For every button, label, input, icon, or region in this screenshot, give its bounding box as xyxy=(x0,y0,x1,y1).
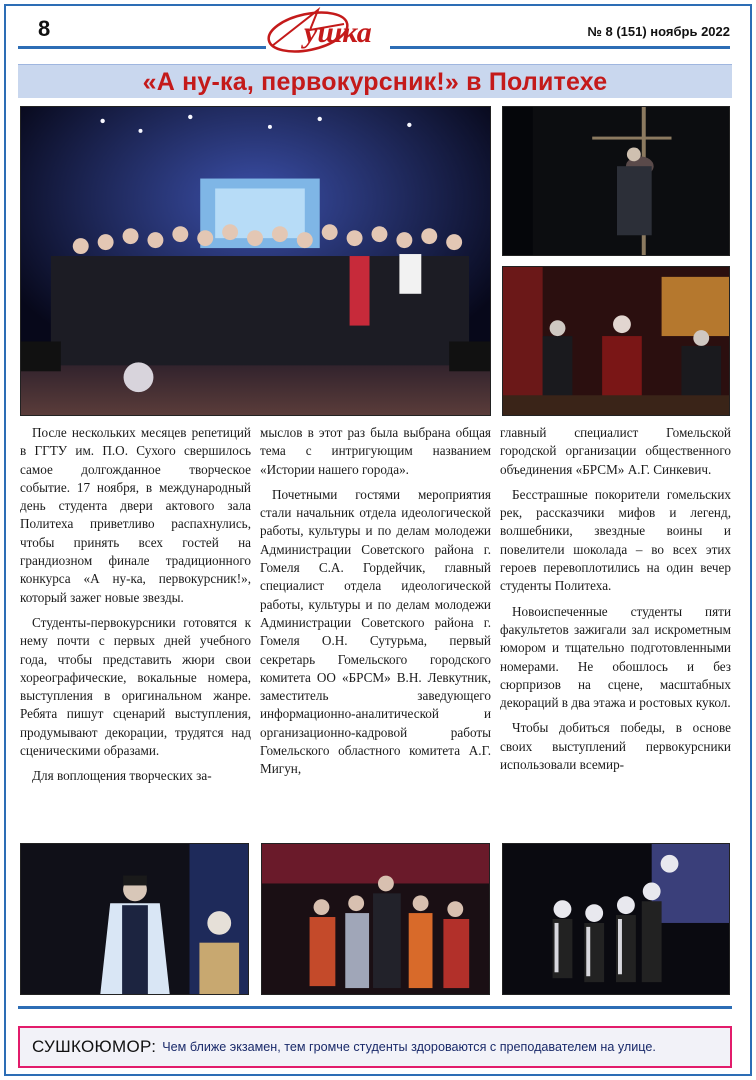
article-column-2 xyxy=(260,424,491,786)
humor-label: СУШКОЮМОР: xyxy=(32,1037,157,1056)
article-paragraph: Новоиспеченные студенты пяти факультетов зажигали зал искрометным юмором и тщательно подготовленными номерами. Не обошлось и без сюрпризов на сцене, масштабных декораций в два этажа и ростовых кукол. xyxy=(500,603,731,711)
photo-cross-scene xyxy=(502,106,730,256)
article-paragraph: Студенты-первокурсники готовятся к нему почти с первых дней учебного года, чтобы представить жюри свои хореографические, вокальные номера, выступления в оригинальном жанре. Ребята пишут сценарий выступления, продумывают декорации, трудятся над сценическими образами. xyxy=(20,614,251,759)
article-paragraph: Почетными гостями мероприятия стали начальник отдела идеологической работы, культуры и по делам молодежи Администрации Советского района г. Гомеля С.А. Гордейчик, главный специалист отдела идеологической работы, культуры и по делам молодежи Администрации Советского района г. Гомеля О.Н. Сутурьма, первый секретарь Гомельского городского комитета ОО «БРСМ» В.Н. Левкутник, заместитель заведующего информационно-аналитической и организационно-кадровой работы Гомельского областного комитета А.Г. Мигун, xyxy=(260,486,491,777)
humor-text: Чем ближе экзамен, тем громче студенты здороваются с преподавателем на улице. xyxy=(162,1040,656,1054)
photo-stage-group xyxy=(20,106,491,416)
photo-red-scene xyxy=(502,266,730,416)
article-paragraph: Бесстрашные покорители гомельских рек, рассказчики мифов и легенд, волшебники, звездные воины и повелители шоколада – во всех этих героев перевоплотились на один вечер студенты Политеха. xyxy=(500,486,731,594)
photo-performer-cape xyxy=(20,843,249,995)
title-band xyxy=(18,64,732,98)
humor-box xyxy=(18,1026,732,1068)
article-column-3 xyxy=(500,424,731,781)
article-paragraph: Чтобы добиться победы, в основе своих выступлений первокурсники использовали всемир- xyxy=(500,720,731,773)
page-number: 8 xyxy=(38,16,51,41)
newspaper-logo xyxy=(258,6,398,54)
article-paragraph: После нескольких месяцев репетиций в ГГТУ им. П.О. Сухого свершилось самое долгожданное творческое событие. 17 ноября, в международный день студента двери актового зала Политеха приветливо распахнулись, чтобы принять всех гостей на грандиозном финале традиционного конкурса «А ну-ка, первокурсник!», который зажег новые звезды. xyxy=(20,425,251,605)
article-paragraph: главный специалист Гомельской городской организации общественного объединения «БРСМ» А.Г. Синкевич. xyxy=(500,425,731,477)
issue-info: № 8 (151) ноябрь 2022 xyxy=(587,24,730,39)
article-paragraph: Для воплощения творческих за- xyxy=(32,768,212,784)
photo-band-stage xyxy=(261,843,490,995)
photo-dancers xyxy=(502,843,730,995)
svg-text:ушка: ушка xyxy=(304,16,372,49)
article-column-1 xyxy=(20,424,251,793)
footer-rule xyxy=(18,1006,732,1009)
article-title: «А ну-ка, первокурсник!» в Политехе xyxy=(142,68,608,96)
header-rule-left xyxy=(18,46,266,49)
article-paragraph: мыслов в этот раз была выбрана общая тема с интригующим названием «Истории нашего города». xyxy=(260,425,491,477)
header-rule-right xyxy=(390,46,730,49)
